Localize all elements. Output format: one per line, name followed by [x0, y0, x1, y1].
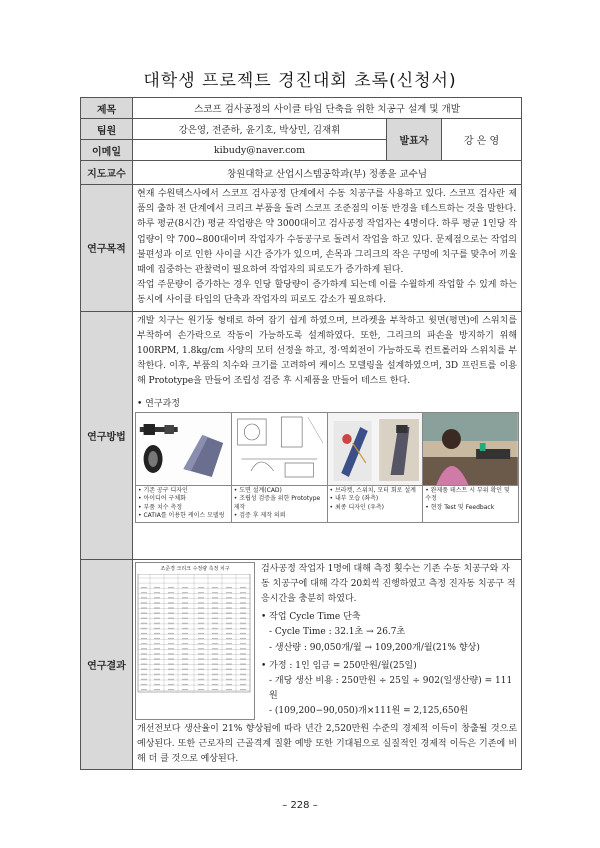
page-title: 대학생 프로젝트 경진대회 초록(신청서) — [143, 71, 457, 91]
team-label: 팀원 — [81, 119, 133, 140]
caption: • 내부 모습 (좌측) — [329, 495, 379, 503]
advisor-value: 창원대학교 산업시스템공학과(부) 정종윤 교수님 — [133, 161, 522, 185]
measurement-table-grid — [136, 574, 252, 694]
caption: • CATIA를 이용한 케이스 모델링 — [138, 512, 225, 520]
purpose-section — [133, 185, 522, 312]
result-conclusion: 개선전보다 생산율이 21% 향상됨에 따라 년간 2,520만원 수준의 경제적 이득이 창출될 것으로 예상된다. 또한 근로자의 근골격계 질환 예방 또한 기대됨으로 실질적인 경제적 이득은 기존에 비해 더 클 것으로 예상된다. — [137, 723, 518, 765]
method-section — [133, 311, 522, 559]
email-value: kibudy@naver.com — [133, 140, 387, 161]
caption: • 현장 Test 및 Feedback — [425, 503, 495, 511]
process-label: • 연구과정 — [137, 398, 180, 409]
method-label: 연구방법 — [81, 311, 133, 559]
caption: • 검증 후 제작 의뢰 — [233, 512, 286, 520]
caption: • 조립성 검증을 위한 Prototype 제작 — [233, 495, 321, 511]
purpose-paragraph-1: 현재 수원텍스사에서 스코프 검사공정 단계에서 수동 치공구를 사용하고 있다. 스코프 검사란 제품의 출하 전 단계에서 크리크 부품을 돌려 스코프 조준점의 이동 반경을 테스트하는 것을 말한다. — [137, 189, 518, 215]
advisor-label: 지도교수 — [81, 161, 133, 185]
result-label: 연구결과 — [81, 559, 133, 770]
caption: • 도면 설계(CAD) — [233, 486, 282, 494]
cycle-heading: • 작업 Cycle Time 단축 — [261, 612, 361, 623]
subject-value: 스코프 검사공정의 사이클 타임 단축을 위한 치공구 설계 및 개발 — [133, 98, 522, 119]
purpose-paragraph-3: 작업 주문량이 증가하는 경우 인당 할당량이 증가하게 되는데 이를 수월하게 작업할 수 있게 하는 동시에 사이클 타임의 단축과 작업자의 피로도 감소가 필요하다. — [137, 280, 518, 306]
result-intro: 검사공정 작업자 1명에 대해 측정 횟수는 기존 수동 치공구와 자동 치공구에 대해 각각 20회씩 진행하였고 측정 진자동 치공구 적응시간을 충분히 하였다. — [261, 563, 516, 605]
process-step-2 — [232, 413, 328, 485]
process-step-1 — [136, 413, 232, 485]
presenter-value: 강 은 영 — [442, 119, 522, 161]
process-captions — [135, 486, 519, 523]
step-3-captions — [328, 486, 424, 522]
purpose-paragraph-2: 하루 평균(8시간) 평균 작업량은 약 3000대이고 검사공정 작업자는 4명이다. 하루 평균 1인당 작업량이 약 700~800대이며 작업자가 수동공구로 돌려서 작업을 하고 있다. 문제점으로는 작업의 불편성과 이로 인한 사이클 시간 증가가 있으며, 손목과 그리크의 작은 구멍에 치구를 맞추어 끼울 때에 집중하는 관찰력이 필요하여 작업자의 피로도가 증가하게 된다. — [137, 219, 518, 276]
cycle-time-line: - Cycle Time : 32.1초 → 26.7초 — [269, 627, 406, 638]
email-label: 이메일 — [81, 140, 133, 161]
purpose-label: 연구목적 — [81, 185, 133, 312]
page-number: – 228 – — [282, 800, 318, 811]
cad-drawing-image — [232, 413, 327, 485]
process-image-row — [135, 412, 519, 486]
team-value: 강은영, 전준하, 윤기호, 박상민, 김재휘 — [133, 119, 387, 140]
process-step-4 — [423, 413, 518, 485]
process-step-3 — [328, 413, 424, 485]
presenter-label: 발표자 — [387, 119, 442, 161]
field-test-photo — [423, 413, 518, 485]
assumption-heading: • 가정 : 1인 임금 = 250만원/월(25일) — [261, 660, 417, 671]
savings-line: - (109,200−90,050)개×111원 = 2,125,650원 — [269, 706, 469, 717]
step-1-captions — [136, 486, 232, 522]
caption: • 부품 치수 측정 — [138, 503, 183, 511]
measurement-table-image — [135, 562, 255, 720]
caption: • 기존 공구 디자인 — [138, 486, 188, 494]
method-paragraph: 개발 치구는 원기둥 형태로 하여 잡기 쉽게 하였으며, 브라켓을 부착하고 윗면(평면)에 스위치를 부착하여 손가락으로 작동이 가능하도록 설계하였다. 또한, 그리크의 파손을 방지하기 위해 100RPM, 1.8kg/cm 사양의 모터 선정을 하고, 정·역회전이 가능하도록 컨트롤러와 스위치를 부착한다. 이후, 부품의 치수와 크기를 고려하여 케이스 모델링을 설계하였으며, 3D 프린트를 이용해 Prototype을 만들어 조립성 검증 후 시제품을 만들어 테스트 한다. — [137, 315, 518, 387]
circuit-prototype-image — [328, 413, 423, 485]
caption: • 아이디어 구체화 — [138, 495, 186, 503]
step-2-captions — [232, 486, 328, 522]
step-4-captions — [423, 486, 518, 522]
caption: • 최종 디자인 (우측) — [329, 503, 385, 511]
measurement-table-title: 조준경 크리크 수정량 측정 치구 — [160, 565, 230, 572]
subject-label: 제목 — [81, 98, 133, 119]
scope-tool-image — [136, 413, 231, 485]
unit-cost-line: - 개당 생산 비용 : 250만원 ÷ 25일 ÷ 902(일생산량) = 111원 — [269, 676, 513, 702]
caption: • 완제품 테스트 시 부위 확인 및 수정 — [425, 486, 510, 503]
production-line: - 생산량 : 90,050개/월 → 109,200개/월(21% 향상) — [269, 642, 480, 653]
result-section — [133, 559, 522, 770]
caption: • 브라켓, 스위치, 모터 회로 설계 — [329, 486, 416, 494]
abstract-form-table — [80, 97, 522, 770]
